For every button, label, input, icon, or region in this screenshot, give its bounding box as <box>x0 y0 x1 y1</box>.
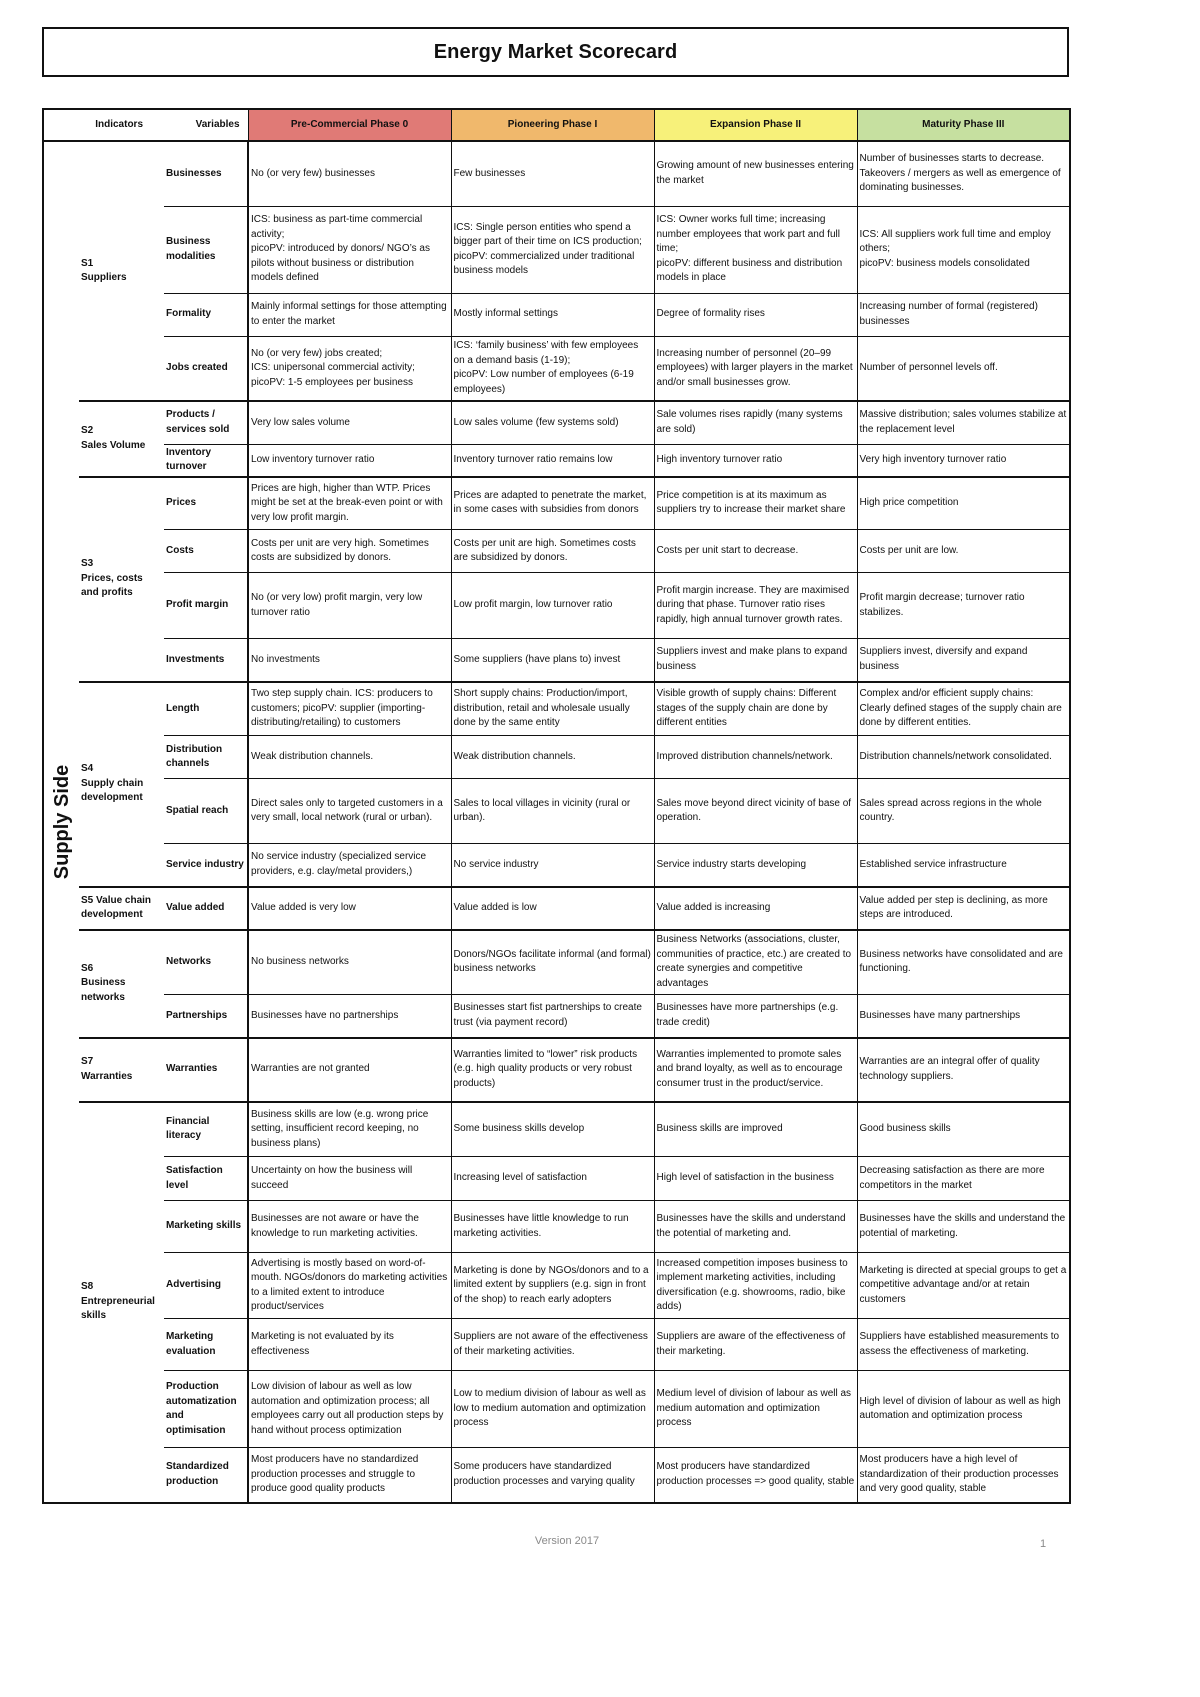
indicator-id: S8 <box>81 1281 94 1293</box>
phase-3-cell: Very high inventory turnover ratio <box>857 444 1070 477</box>
phase-2-cell: Businesses have more partnerships (e.g. trade credit) <box>654 995 857 1038</box>
phase-2-cell: Most producers have standardized production processes => good quality, stable <box>654 1448 857 1503</box>
variable-label: Production automatization and optimisation <box>164 1371 248 1448</box>
phase-1-cell: Sales to local villages in vicinity (rural or urban). <box>451 779 654 844</box>
phase-3-cell: Good business skills <box>857 1102 1070 1157</box>
variable-label: Satisfaction level <box>164 1157 248 1201</box>
variable-label: Marketing evaluation <box>164 1319 248 1371</box>
variable-label: Investments <box>164 639 248 682</box>
variable-label: Standardized production <box>164 1448 248 1503</box>
phase-1-cell: Value added is low <box>451 887 654 930</box>
variable-label: Length <box>164 682 248 736</box>
phase-1-cell: Low to medium division of labour as well as low to medium automation and optimization process <box>451 1371 654 1448</box>
phase-2-cell: Sale volumes rises rapidly (many systems are sold) <box>654 401 857 444</box>
phase-2-cell: Business Networks (associations, cluster, communities of practice, etc.) are created to create synergies and competitive advantages <box>654 930 857 995</box>
indicator-s2 <box>79 401 164 477</box>
indicator-id: S7 <box>81 1056 94 1067</box>
phase-0-label: Pre-Commercial Phase 0 <box>290 118 409 130</box>
phase-3-cell: Business networks have consolidated and are functioning. <box>857 930 1070 995</box>
indicator-id: S3 <box>81 558 94 570</box>
phase-2-cell: Business skills are improved <box>654 1102 857 1157</box>
table-row <box>43 1102 1070 1157</box>
scorecard-body <box>43 141 1070 1503</box>
table-row <box>43 477 1070 530</box>
phase-3-label: Maturity Phase III <box>922 118 1005 130</box>
indicator-s5 <box>79 887 164 930</box>
indicator-s6 <box>79 930 164 1038</box>
header-variables-label: Variables <box>195 118 240 130</box>
indicator-s3 <box>79 477 164 682</box>
indicator-name: Prices, costs and profits <box>81 572 143 599</box>
phase-1-label: Pioneering Phase I <box>507 118 598 130</box>
header-phase-1 <box>451 109 654 141</box>
phase-0-cell: Most producers have no standardized production processes and struggle to produce good quality products <box>248 1448 451 1503</box>
table-row <box>43 844 1070 887</box>
phase-2-cell: Service industry starts developing <box>654 844 857 887</box>
table-row <box>43 995 1070 1038</box>
phase-3-cell: Businesses have many partnerships <box>857 995 1070 1038</box>
header-indicators-label: Indicators <box>95 118 144 130</box>
phase-2-cell: High level of satisfaction in the business <box>654 1157 857 1201</box>
indicator-id: S6 <box>81 962 94 974</box>
phase-3-cell: Complex and/or efficient supply chains: Clearly defined stages of the supply chain are done by different entities. <box>857 682 1070 736</box>
table-row <box>43 141 1070 206</box>
phase-3-cell: High level of division of labour as well as high automation and optimization process <box>857 1371 1070 1448</box>
variable-label: Service industry <box>164 844 248 887</box>
indicator-name: Sales Volume <box>81 439 146 451</box>
table-row <box>43 639 1070 682</box>
indicator-id: S5 <box>81 894 94 906</box>
header-variables <box>164 109 248 141</box>
title-box <box>42 27 1069 77</box>
phase-2-cell: Price competition is at its maximum as suppliers try to increase their market share <box>654 477 857 530</box>
table-row <box>43 1319 1070 1371</box>
indicator-s1 <box>79 141 164 401</box>
phase-1-cell: ICS: ‘family business’ with few employees on a demand basis (1-19); picoPV: Low number of employees (6-19 employees) <box>451 336 654 401</box>
phase-2-cell: Costs per unit start to decrease. <box>654 530 857 573</box>
phase-2-cell: Profit margin increase. They are maximised during that phase. Turnover ratio rises rapidly, high annual turnover growth rates. <box>654 573 857 639</box>
phase-2-cell: Visible growth of supply chains: Different stages of the supply chain are done by different entities <box>654 682 857 736</box>
table-row <box>43 401 1070 444</box>
variable-label: Financial literacy <box>164 1102 248 1157</box>
table-row <box>43 682 1070 736</box>
table-row <box>43 1448 1070 1503</box>
phase-1-cell: Marketing is done by NGOs/donors and to a limited extent by suppliers (e.g. sign in front of the shop) to reach early adopters <box>451 1253 654 1319</box>
phase-1-cell: Weak distribution channels. <box>451 736 654 779</box>
table-row <box>43 1038 1070 1102</box>
phase-0-cell: Direct sales only to targeted customers in a very small, local network (rural or urban). <box>248 779 451 844</box>
indicator-id: S1 <box>81 257 94 269</box>
phase-0-cell: Businesses have no partnerships <box>248 995 451 1038</box>
phase-0-cell: Two step supply chain. ICS: producers to customers; picoPV: supplier (importing-distributing/retailing) to customers <box>248 682 451 736</box>
phase-2-cell: Value added is increasing <box>654 887 857 930</box>
phase-1-cell: Low profit margin, low turnover ratio <box>451 573 654 639</box>
phase-0-cell: No (or very low) profit margin, very low turnover ratio <box>248 573 451 639</box>
variable-label: Profit margin <box>164 573 248 639</box>
phase-1-cell: ICS: Single person entities who spend a bigger part of their time on ICS production; picoPV: commercialized under traditional business models <box>451 206 654 293</box>
phase-2-cell: Improved distribution channels/network. <box>654 736 857 779</box>
variable-label: Jobs created <box>164 336 248 401</box>
variable-label: Networks <box>164 930 248 995</box>
phase-3-cell: Suppliers invest, diversify and expand business <box>857 639 1070 682</box>
phase-3-cell: Suppliers have established measurements to assess the effectiveness of marketing. <box>857 1319 1070 1371</box>
indicator-id: S4 <box>81 763 94 775</box>
phase-2-cell: Warranties implemented to promote sales and brand loyalty, as well as to encourage consumer trust in the product/service. <box>654 1038 857 1102</box>
phase-3-cell: Number of personnel levels off. <box>857 336 1070 401</box>
phase-2-cell: Sales move beyond direct vicinity of base of operation. <box>654 779 857 844</box>
phase-0-cell: No (or very few) businesses <box>248 141 451 206</box>
phase-2-cell: Increasing number of personnel (20–99 employees) with larger players in the market and/or small businesses grow. <box>654 336 857 401</box>
phase-3-cell: High price competition <box>857 477 1070 530</box>
indicator-name: Value chain development <box>81 894 152 920</box>
phase-3-cell: Marketing is directed at special groups to get a competitive advantage and/or at retain customers <box>857 1253 1070 1319</box>
phase-2-cell: Degree of formality rises <box>654 293 857 336</box>
phase-0-cell: Marketing is not evaluated by its effectiveness <box>248 1319 451 1371</box>
table-row <box>43 1201 1070 1253</box>
variable-label: Advertising <box>164 1253 248 1319</box>
phase-1-cell: Short supply chains: Production/import, distribution, retail and wholesale usually done by the same entity <box>451 682 654 736</box>
phase-0-cell: Weak distribution channels. <box>248 736 451 779</box>
phase-2-cell: Suppliers are aware of the effectiveness of their marketing. <box>654 1319 857 1371</box>
phase-0-cell: Warranties are not granted <box>248 1038 451 1102</box>
phase-1-cell: Few businesses <box>451 141 654 206</box>
table-row <box>43 779 1070 844</box>
phase-3-cell: Increasing number of formal (registered) businesses <box>857 293 1070 336</box>
table-row <box>43 336 1070 401</box>
header-phase-0 <box>248 109 451 141</box>
variable-label: Distribution channels <box>164 736 248 779</box>
phase-0-cell: No business networks <box>248 930 451 995</box>
footer-version: Version 2017 <box>534 1535 600 1547</box>
indicator-name: Warranties <box>81 1070 133 1082</box>
indicator-s8 <box>79 1102 164 1503</box>
phase-0-cell: No (or very few) jobs created; ICS: unipersonal commercial activity; picoPV: 1-5 employees per business <box>248 336 451 401</box>
phase-0-cell: ICS: business as part-time commercial activity; picoPV: introduced by donors/ NGO’s as pilots without business or distribution models defined <box>248 206 451 293</box>
indicator-s4 <box>79 682 164 887</box>
phase-1-cell: Costs per unit are high. Sometimes costs are subsidized by donors. <box>451 530 654 573</box>
phase-3-cell: Warranties are an integral offer of quality technology suppliers. <box>857 1038 1070 1102</box>
indicator-name: Supply chain development <box>81 777 144 804</box>
variable-label: Spatial reach <box>164 779 248 844</box>
phase-2-cell: Businesses have the skills and understand the potential of marketing and. <box>654 1201 857 1253</box>
phase-1-cell: Mostly informal settings <box>451 293 654 336</box>
indicator-s7 <box>79 1038 164 1102</box>
phase-1-cell: Donors/NGOs facilitate informal (and formal) business networks <box>451 930 654 995</box>
table-row <box>43 573 1070 639</box>
table-row <box>43 293 1070 336</box>
indicator-name: Entrepreneurial skills <box>81 1295 155 1322</box>
phase-0-cell: Mainly informal settings for those attempting to enter the market <box>248 293 451 336</box>
indicator-name: Suppliers <box>81 272 127 283</box>
phase-3-cell: Distribution channels/network consolidated. <box>857 736 1070 779</box>
table-row <box>43 736 1070 779</box>
phase-0-cell: Very low sales volume <box>248 401 451 444</box>
phase-1-cell: Some business skills develop <box>451 1102 654 1157</box>
variable-label: Costs <box>164 530 248 573</box>
phase-2-cell: Suppliers invest and make plans to expand business <box>654 639 857 682</box>
phase-1-cell: No service industry <box>451 844 654 887</box>
phase-1-cell: Increasing level of satisfaction <box>451 1157 654 1201</box>
phase-0-cell: Uncertainty on how the business will succeed <box>248 1157 451 1201</box>
phase-0-cell: No investments <box>248 639 451 682</box>
variable-label: Prices <box>164 477 248 530</box>
indicator-name: Business networks <box>81 977 126 1003</box>
phase-3-cell: ICS: All suppliers work full time and employ others; picoPV: business models consolidated <box>857 206 1070 293</box>
supply-side-label: Supply Side <box>50 764 73 879</box>
variable-label: Warranties <box>164 1038 248 1102</box>
phase-2-cell: ICS: Owner works full time; increasing number employees that work part and full time; picoPV: different business and distribution models in place <box>654 206 857 293</box>
phase-1-cell: Low sales volume (few systems sold) <box>451 401 654 444</box>
phase-0-cell: No service industry (specialized service providers, e.g. clay/metal providers,) <box>248 844 451 887</box>
indicator-id: S2 <box>81 425 94 437</box>
phase-0-cell: Low division of labour as well as low automation and optimization process; all employees carry out all production steps by hand without process optimization <box>248 1371 451 1448</box>
phase-3-cell: Established service infrastructure <box>857 844 1070 887</box>
header-row <box>43 109 1070 141</box>
phase-1-cell: Some producers have standardized production processes and varying quality <box>451 1448 654 1503</box>
table-row <box>43 1371 1070 1448</box>
phase-1-cell: Businesses start fist partnerships to create trust (via payment record) <box>451 995 654 1038</box>
phase-0-cell: Low inventory turnover ratio <box>248 444 451 477</box>
phase-3-cell: Costs per unit are low. <box>857 530 1070 573</box>
phase-3-cell: Number of businesses starts to decrease. Takeovers / mergers as well as emergence of dominating businesses. <box>857 141 1070 206</box>
variable-label: Value added <box>164 887 248 930</box>
phase-2-label: Expansion Phase II <box>709 118 802 130</box>
phase-2-cell: High inventory turnover ratio <box>654 444 857 477</box>
scorecard-table <box>42 108 1071 1504</box>
phase-3-cell: Sales spread across regions in the whole country. <box>857 779 1070 844</box>
phase-2-cell: Increased competition imposes business to implement marketing activities, including diversification (e.g. showrooms, radio, bike adds) <box>654 1253 857 1319</box>
header-phase-3 <box>857 109 1070 141</box>
table-row <box>43 930 1070 995</box>
table-row <box>43 1157 1070 1201</box>
header-indicators <box>43 109 164 141</box>
phase-0-cell: Businesses are not aware or have the knowledge to run marketing activities. <box>248 1201 451 1253</box>
phase-3-cell: Most producers have a high level of standardization of their production processes and very good quality, stable <box>857 1448 1070 1503</box>
phase-1-cell: Warranties limited to “lower” risk products (e.g. high quality products or very robust products) <box>451 1038 654 1102</box>
phase-2-cell: Medium level of division of labour as well as medium automation and optimization process <box>654 1371 857 1448</box>
phase-1-cell: Suppliers are not aware of the effectiveness of their marketing activities. <box>451 1319 654 1371</box>
phase-1-cell: Prices are adapted to penetrate the market, in some cases with subsidies from donors <box>451 477 654 530</box>
variable-label: Marketing skills <box>164 1201 248 1253</box>
table-row <box>43 1253 1070 1319</box>
variable-label: Inventory turnover <box>164 444 248 477</box>
footer-page-number: 1 <box>1040 1538 1047 1550</box>
variable-label: Formality <box>164 293 248 336</box>
phase-3-cell: Value added per step is declining, as more steps are introduced. <box>857 887 1070 930</box>
phase-0-cell: Business skills are low (e.g. wrong price setting, insufficient record keeping, no business plans) <box>248 1102 451 1157</box>
variable-label: Products / services sold <box>164 401 248 444</box>
table-row <box>43 444 1070 477</box>
phase-0-cell: Advertising is mostly based on word-of-mouth. NGOs/donors do marketing activities to a limited extent to introduce product/services <box>248 1253 451 1319</box>
phase-1-cell: Inventory turnover ratio remains low <box>451 444 654 477</box>
phase-2-cell: Growing amount of new businesses entering the market <box>654 141 857 206</box>
variable-label: Partnerships <box>164 995 248 1038</box>
variable-label: Business modalities <box>164 206 248 293</box>
phase-1-cell: Businesses have little knowledge to run marketing activities. <box>451 1201 654 1253</box>
phase-0-cell: Value added is very low <box>248 887 451 930</box>
table-row <box>43 887 1070 930</box>
document-title: Energy Market Scorecard <box>433 40 678 63</box>
phase-3-cell: Massive distribution; sales volumes stabilize at the replacement level <box>857 401 1070 444</box>
phase-0-cell: Prices are high, higher than WTP. Prices might be set at the break-even point or with very low profit margin. <box>248 477 451 530</box>
table-row <box>43 530 1070 573</box>
phase-3-cell: Decreasing satisfaction as there are more competitors in the market <box>857 1157 1070 1201</box>
phase-0-cell: Costs per unit are very high. Sometimes costs are subsidized by donors. <box>248 530 451 573</box>
supply-side-cell <box>43 141 79 1503</box>
header-phase-2 <box>654 109 857 141</box>
phase-3-cell: Businesses have the skills and understand the potential of marketing. <box>857 1201 1070 1253</box>
variable-label: Businesses <box>166 167 222 179</box>
phase-1-cell: Some suppliers (have plans to) invest <box>451 639 654 682</box>
table-row <box>43 206 1070 293</box>
phase-3-cell: Profit margin decrease; turnover ratio stabilizes. <box>857 573 1070 639</box>
